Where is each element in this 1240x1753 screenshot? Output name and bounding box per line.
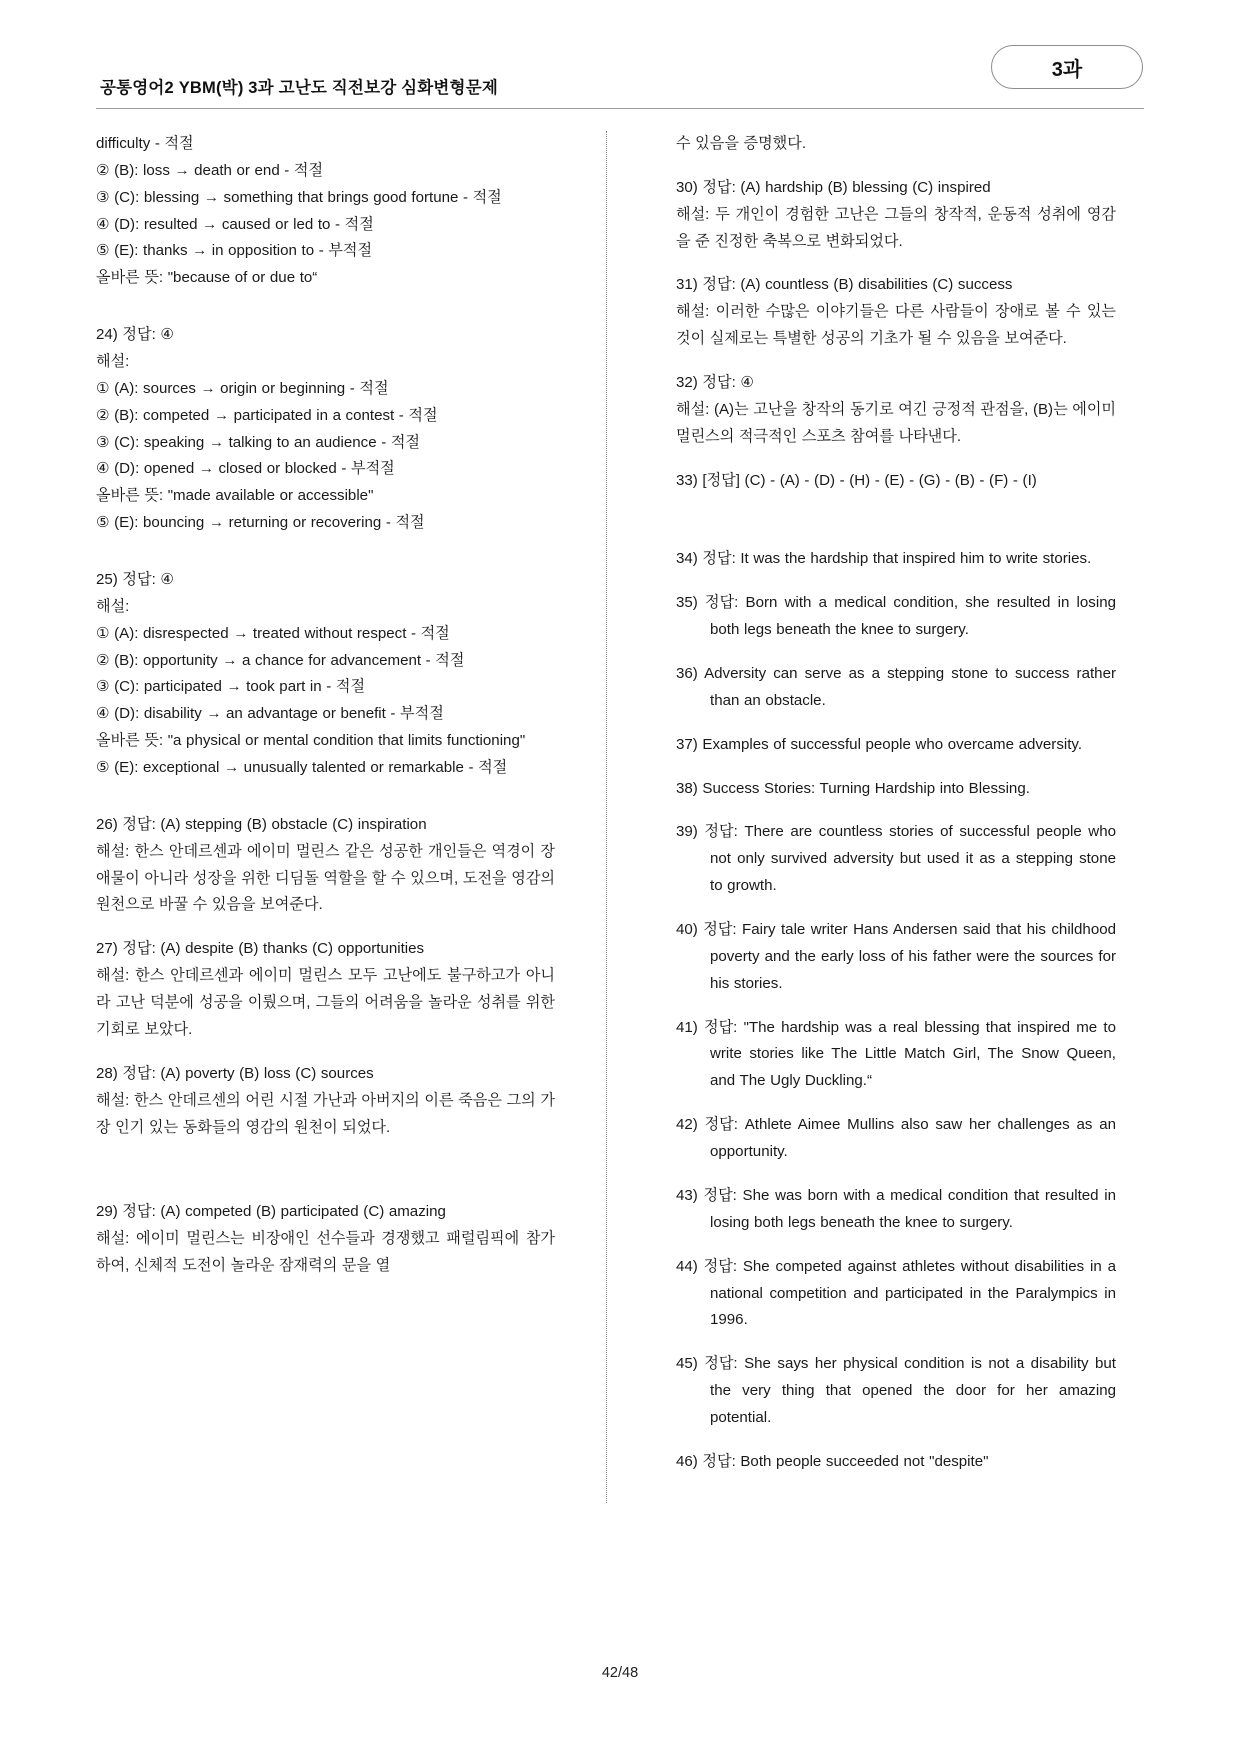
answer-line: difficulty - 적절 — [96, 135, 194, 152]
answer-line: 수 있음을 증명했다. — [676, 135, 807, 152]
answer-line: ① (A): sources → origin or beginning - 적절 — [96, 379, 389, 397]
answer-line: 해설: — [96, 597, 130, 615]
answer-block — [676, 1112, 1116, 1166]
answer-block — [676, 175, 1116, 256]
answer-line: ① (A): disrespected → treated without respect - 적절 — [96, 624, 450, 642]
answer-line: 45) 정답: She says her physical condition is not a disability but the very thing that opened the door for her amazing potential. — [676, 1355, 1116, 1426]
answer-line: 33) [정답] (C) - (A) - (D) - (H) - (E) - (G) - (B) - (F) - (I) — [676, 471, 1037, 489]
answer-line: 해설: 한스 안데르센의 어린 시절 가난과 아버지의 이른 죽음은 그의 가장 인기 있는 동화들의 영감의 원천이 되었다. — [96, 1091, 555, 1136]
answer-line: ② (B): loss → death or end - 적절 — [96, 161, 324, 179]
answer-line: 31) 정답: (A) countless (B) disabilities (C) success — [676, 276, 1013, 294]
answer-block — [676, 590, 1116, 644]
answer-line: ④ (D): disability → an advantage or benefit - 부적절 — [96, 705, 444, 723]
page-header — [96, 46, 1144, 108]
answer-line: ④ (D): opened → closed or blocked - 부적절 — [96, 460, 395, 478]
answer-block — [676, 661, 1116, 715]
answer-line: 해설: 한스 안데르센과 에이미 멀린스 같은 성공한 개인들은 역경이 장애물이 아니라 성장을 위한 디딤돌 역할을 할 수 있으며, 도전을 영감의 원천으로 바꿀 수 있음을 보여준다. — [96, 842, 555, 914]
answer-block — [676, 1183, 1116, 1237]
answer-line: 해설: 두 개인이 경험한 고난은 그들의 창작적, 운동적 성취에 영감을 준 진정한 축복으로 변화되었다. — [676, 205, 1116, 250]
answer-block — [96, 1199, 555, 1280]
answer-block — [676, 819, 1116, 900]
answer-line: 42) 정답: Athlete Aimee Mullins also saw her challenges as an opportunity. — [676, 1116, 1116, 1161]
answer-line: 46) 정답: Both people succeeded not "despite" — [676, 1452, 989, 1470]
answer-line: 28) 정답: (A) poverty (B) loss (C) sources — [96, 1064, 374, 1082]
answer-line: 26) 정답: (A) stepping (B) obstacle (C) inspiration — [96, 815, 427, 833]
answer-block — [676, 1449, 1116, 1476]
answer-line: 35) 정답: Born with a medical condition, she resulted in losing both legs beneath the knee to surgery. — [676, 594, 1116, 639]
answer-line: ⑤ (E): exceptional → unusually talented or remarkable - 적절 — [96, 759, 508, 777]
answer-line: 24) 정답: ④ — [96, 326, 174, 344]
answer-line: ② (B): opportunity → a chance for advancement - 적절 — [96, 651, 465, 669]
answer-block — [96, 812, 555, 919]
answer-line: ③ (C): blessing → something that brings good fortune - 적절 — [96, 188, 502, 206]
answer-line: 32) 정답: ④ — [676, 374, 754, 392]
answer-line: ③ (C): speaking → talking to an audience - 적절 — [96, 433, 420, 451]
answer-line: 올바른 뜻: "because of or due to“ — [96, 269, 318, 287]
answer-line: 27) 정답: (A) despite (B) thanks (C) opportunities — [96, 940, 425, 958]
answer-line: ⑤ (E): bouncing → returning or recovering - 적절 — [96, 514, 425, 532]
answer-line: 34) 정답: It was the hardship that inspired him to write stories. — [676, 550, 1092, 568]
answer-block — [676, 468, 1116, 495]
lesson-badge: 3과 — [991, 45, 1143, 89]
answer-block — [676, 370, 1116, 451]
answer-block — [96, 1061, 555, 1142]
answer-line: 해설: 에이미 멀린스는 비장애인 선수들과 경쟁했고 패럴림픽에 참가하여, 신체적 도전이 놀라운 잠재력의 문을 열 — [96, 1230, 555, 1275]
answer-line: 해설: (A)는 고난을 창작의 동기로 여긴 긍정적 관점을, (B)는 에이미 멀린스의 적극적인 스포츠 참여를 나타낸다. — [676, 400, 1116, 445]
answer-line: 38) Success Stories: Turning Hardship into Blessing. — [676, 779, 1030, 797]
answer-block — [96, 936, 555, 1043]
header-divider — [96, 108, 1144, 109]
answer-line: 30) 정답: (A) hardship (B) blessing (C) inspired — [676, 178, 991, 196]
answer-block — [96, 131, 555, 292]
answer-block — [676, 131, 1116, 158]
answer-line: ⑤ (E): thanks → in opposition to - 부적절 — [96, 242, 373, 260]
page-title: 공통영어2 YBM(박) 3과 고난도 직전보강 심화변형문제 — [100, 79, 498, 97]
answer-block — [676, 272, 1116, 353]
answer-line: ④ (D): resulted → caused or led to - 적절 — [96, 215, 374, 233]
answer-block — [676, 1254, 1116, 1335]
answer-line: ② (B): competed → participated in a contest - 적절 — [96, 406, 438, 424]
answer-line: 41) 정답: "The hardship was a real blessing that inspired me to write stories like The Little Match Girl, The Snow Queen, and The Ugly Duckling.“ — [676, 1018, 1116, 1090]
answer-line: 올바른 뜻: "a physical or mental condition that limits functioning" — [96, 732, 526, 750]
answer-block — [676, 776, 1116, 803]
two-column-body — [96, 131, 1144, 1509]
answer-block — [676, 1351, 1116, 1432]
answer-line: 29) 정답: (A) competed (B) participated (C) amazing — [96, 1203, 446, 1221]
answer-line: 해설: 이러한 수많은 이야기들은 다른 사람들이 장애로 볼 수 있는 것이 실제로는 특별한 성공의 기초가 될 수 있음을 보여준다. — [676, 303, 1116, 348]
answer-block — [96, 567, 555, 782]
answer-line: 39) 정답: There are countless stories of successful people who not only survived adversity but used it as a stepping stone to growth. — [676, 823, 1116, 895]
answer-line: 해설: 한스 안데르센과 에이미 멀린스 모두 고난에도 불구하고가 아니라 고난 덕분에 성공을 이뤘으며, 그들의 어려움을 놀라운 성취를 위한 기회로 보았다. — [96, 967, 555, 1038]
page-number: 42/48 — [601, 1665, 639, 1681]
answer-line: 해설: — [96, 353, 130, 371]
column-divider — [606, 131, 607, 1503]
answer-line: 43) 정답: She was born with a medical condition that resulted in losing both legs beneath the knee to surgery. — [676, 1186, 1116, 1231]
answer-line: ③ (C): participated → took part in - 적절 — [96, 678, 366, 696]
answer-block — [96, 322, 555, 537]
right-column — [647, 131, 1116, 1509]
answer-line: 40) 정답: Fairy tale writer Hans Andersen said that his childhood poverty and the early loss of his father were the sources for his stories. — [676, 921, 1116, 992]
answer-line: 36) Adversity can serve as a stepping stone to success rather than an obstacle. — [676, 665, 1116, 709]
answer-block — [676, 917, 1116, 998]
answer-block — [676, 546, 1116, 573]
answer-line: 올바른 뜻: "made available or accessible" — [96, 487, 374, 505]
answer-line: 25) 정답: ④ — [96, 571, 174, 589]
left-column — [96, 131, 565, 1509]
answer-line: 37) Examples of successful people who overcame adversity. — [676, 735, 1083, 753]
answer-line: 44) 정답: She competed against athletes without disabilities in a national competition and participated in the Paralympics in 1996. — [676, 1257, 1116, 1329]
answer-block — [676, 1015, 1116, 1096]
answer-block — [676, 732, 1116, 759]
